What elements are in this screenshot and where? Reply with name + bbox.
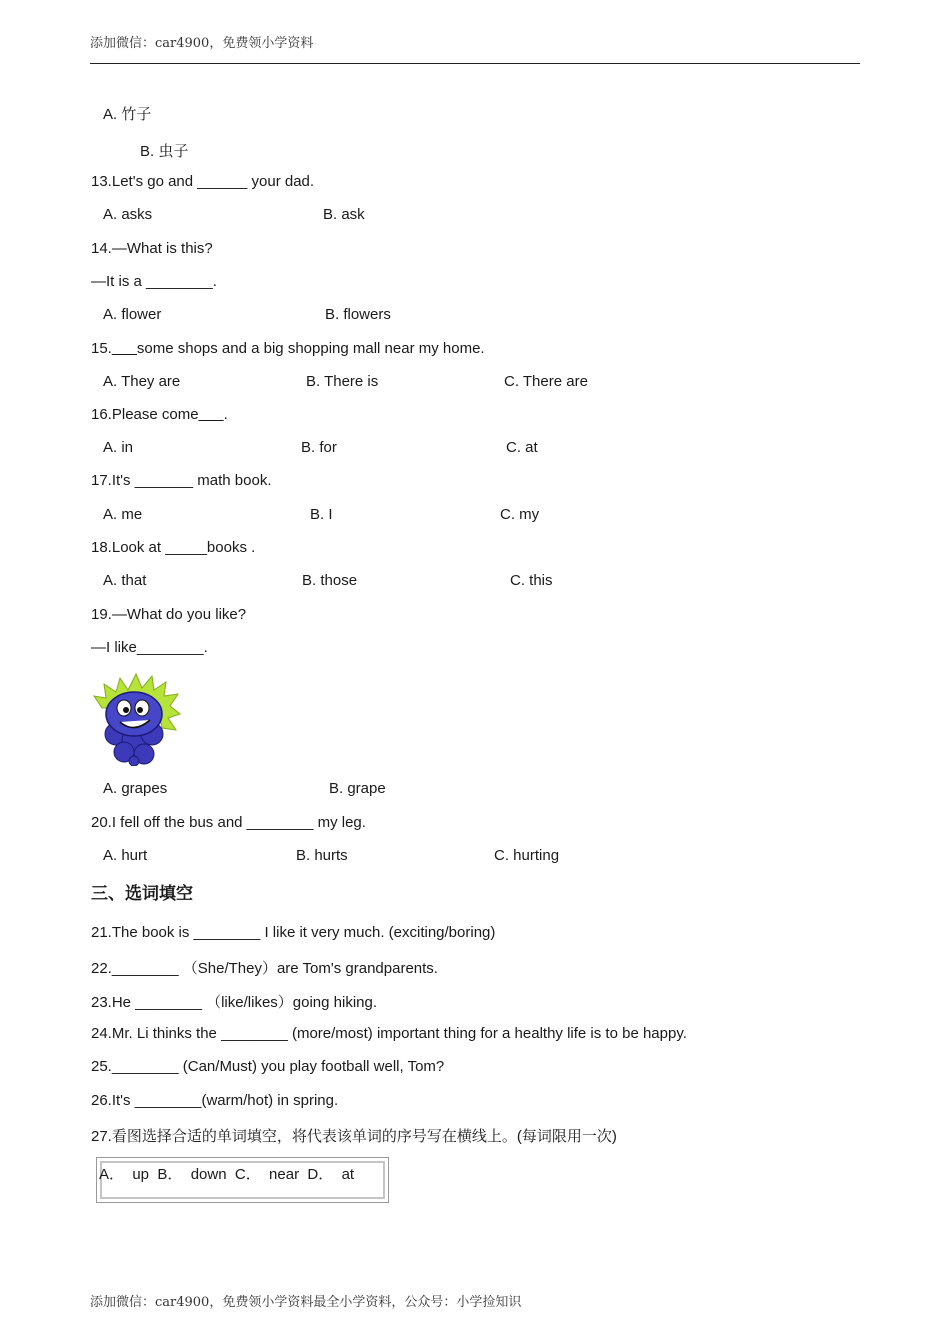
q13-stem: 13.Let's go and ______ your dad. bbox=[91, 173, 315, 190]
q17-option-b: B. I bbox=[310, 506, 333, 523]
q16-stem bbox=[91, 406, 228, 423]
q14-answer-line: —It is a ________. bbox=[91, 273, 217, 290]
grape-face bbox=[106, 692, 162, 736]
q12-option-a: A. 竹子 bbox=[103, 106, 152, 123]
header-divider bbox=[90, 63, 860, 64]
q18-option-c: C. this bbox=[510, 572, 553, 589]
q19-option-b: B. grape bbox=[329, 780, 386, 797]
q16-blank: ___ bbox=[198, 406, 224, 423]
q15-option-b: B. There is bbox=[306, 373, 379, 390]
q18-stem: 18.Look at _____books . bbox=[91, 539, 256, 556]
q22-stem: 22.________ （She/They）are Tom's grandparents. bbox=[91, 960, 438, 977]
page-footer: 添加微信：car4900，免费领小学资料最全小学资料，公众号：小学捡知识 bbox=[90, 1295, 522, 1310]
q16-option-b: B. for bbox=[301, 439, 337, 456]
q17-stem: 17.It's _______ math book. bbox=[91, 472, 272, 489]
q14-option-a: A. flower bbox=[103, 306, 162, 323]
q18-option-a: A. that bbox=[103, 572, 147, 589]
q20-stem: 20.I fell off the bus and ________ my leg. bbox=[91, 814, 366, 831]
q15-stem-rest: some shops and a big shopping mall near my home. bbox=[136, 340, 485, 357]
q16-stem-post: . bbox=[223, 406, 228, 423]
section-3-title: 三、选词填空 bbox=[91, 884, 193, 904]
q19-stem: 19.—What do you like? bbox=[91, 606, 247, 623]
q13-option-b: B. ask bbox=[323, 206, 365, 223]
q17-option-c: C. my bbox=[500, 506, 540, 523]
q21-stem: 21.The book is ________ I like it very much. (exciting/boring) bbox=[91, 924, 496, 941]
q20-option-c: C. hurting bbox=[494, 847, 560, 864]
q14-stem: 14.—What is this? bbox=[91, 240, 213, 257]
q19-answer-line: —I like________. bbox=[91, 639, 208, 656]
q20-option-a: A. hurt bbox=[103, 847, 148, 864]
q15-stem bbox=[91, 340, 485, 357]
q13-option-a: A. asks bbox=[103, 206, 153, 223]
q16-option-a: A. in bbox=[103, 439, 134, 456]
q15-blank: ___ bbox=[111, 340, 137, 357]
grapes-illustration bbox=[92, 668, 182, 766]
q19-option-a: A. grapes bbox=[103, 780, 168, 797]
q15-number: 15. bbox=[91, 340, 112, 357]
q26-stem: 26.It's ________(warm/hot) in spring. bbox=[91, 1092, 339, 1109]
q20-option-b: B. hurts bbox=[296, 847, 348, 864]
q25-stem: 25.________ (Can/Must) you play football well, Tom? bbox=[91, 1058, 445, 1075]
q16-stem-pre: 16.Please come bbox=[91, 406, 199, 423]
q27-stem: 27.看图选择合适的单词填空，将代表该单词的序号写在横线上。(每词限用一次) bbox=[91, 1128, 617, 1145]
page-header: 添加微信：car4900，免费领小学资料 bbox=[90, 36, 314, 51]
q15-option-c: C. There are bbox=[504, 373, 588, 390]
q24-stem: 24.Mr. Li thinks the ________ (more/most) important thing for a healthy life is to be happy. bbox=[91, 1025, 687, 1042]
q23-stem: 23.He ________ （like/likes）going hiking. bbox=[91, 994, 378, 1011]
q15-option-a: A. They are bbox=[103, 373, 181, 390]
word-bank-box bbox=[96, 1157, 389, 1203]
q16-option-c: C. at bbox=[506, 439, 538, 456]
q18-option-b: B. those bbox=[302, 572, 358, 589]
q17-option-a: A. me bbox=[103, 506, 143, 523]
q12-option-b: B. 虫子 bbox=[140, 143, 189, 160]
word-bank-text: A． up B． down C． near D． at bbox=[99, 1166, 355, 1183]
q14-option-b: B. flowers bbox=[325, 306, 391, 323]
